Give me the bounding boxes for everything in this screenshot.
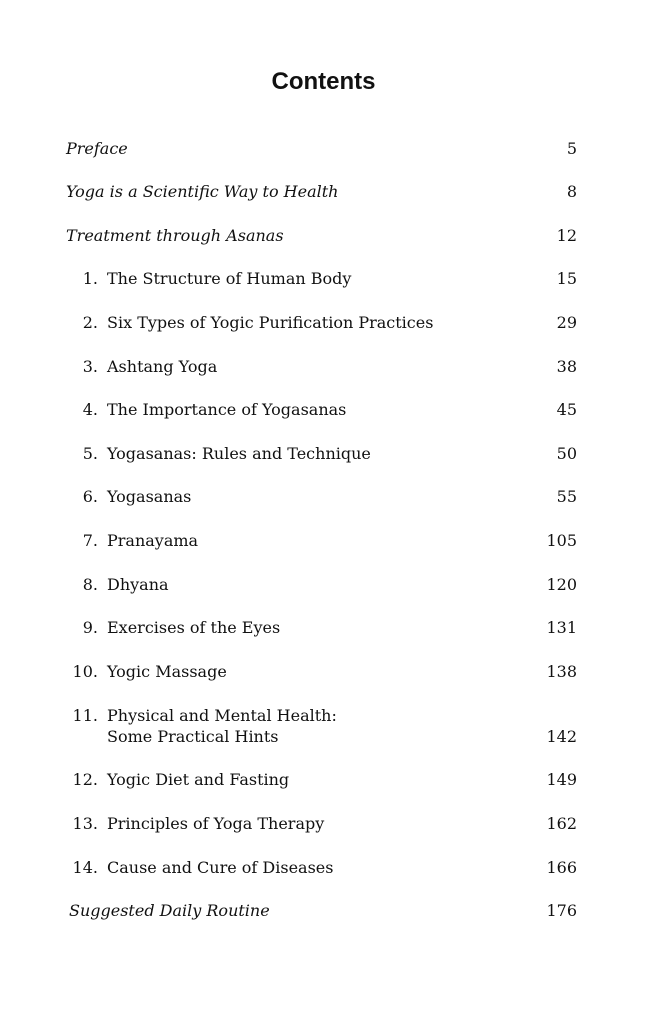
- toc-entry: [66, 477, 577, 521]
- page-number: 15: [556, 269, 577, 289]
- page-number: 176: [546, 901, 577, 921]
- page-number: 149: [546, 770, 577, 790]
- page-number: 162: [546, 813, 577, 833]
- entry-title: Yogic Diet and Fasting: [107, 770, 290, 790]
- entry-title: Suggested Daily Routine: [69, 901, 270, 921]
- toc-entry: [66, 259, 577, 303]
- chapter-number: 2.: [82, 312, 98, 332]
- entry-title: The Structure of Human Body: [107, 269, 352, 289]
- chapter-number: 6.: [82, 487, 98, 507]
- page-number: 55: [556, 487, 577, 507]
- toc-entry: [66, 390, 577, 434]
- toc-entry: [66, 760, 577, 804]
- entry-title: Yogasanas: [107, 487, 192, 507]
- page-number: 131: [546, 618, 577, 638]
- chapter-number: 12.: [72, 770, 98, 790]
- entry-title: Exercises of the Eyes: [107, 618, 281, 638]
- page-number: 138: [546, 661, 577, 681]
- toc-entry: [66, 695, 577, 760]
- page-number: 142: [546, 726, 577, 746]
- chapter-number: 3.: [82, 356, 98, 376]
- page-number: 50: [556, 443, 577, 463]
- entry-title: Yogasanas: Rules and Technique: [107, 443, 371, 463]
- toc-entry: [66, 651, 577, 695]
- toc-entry: [66, 803, 577, 847]
- page-number: 105: [546, 530, 577, 550]
- page-title: Contents: [271, 68, 376, 95]
- toc-entry: [66, 128, 577, 172]
- page-number: 5: [566, 138, 577, 158]
- toc-entry: [66, 564, 577, 608]
- chapter-number: 14.: [72, 857, 98, 877]
- toc-entry: [66, 302, 577, 346]
- chapter-number: 13.: [72, 813, 98, 833]
- entry-title: Principles of Yoga Therapy: [107, 813, 325, 833]
- entry-title: The Importance of Yogasanas: [107, 400, 347, 420]
- entry-title: Yogic Massage: [107, 661, 227, 681]
- chapter-number: 1.: [82, 269, 98, 289]
- entry-title: Dhyana: [107, 574, 169, 594]
- chapter-number: 11.: [72, 705, 98, 725]
- chapter-number: 7.: [82, 530, 98, 550]
- page-number: 166: [546, 857, 577, 877]
- toc-entry: [66, 215, 577, 259]
- chapter-number: 8.: [82, 574, 98, 594]
- page-number: 120: [546, 574, 577, 594]
- entry-title: Physical and Mental Health: Some Practical Hints: [107, 705, 337, 746]
- page-number: 38: [556, 356, 577, 376]
- page-number: 8: [566, 182, 577, 202]
- entry-title: Treatment through Asanas: [66, 225, 284, 245]
- entry-title: Preface: [66, 138, 128, 158]
- page-number: 29: [556, 312, 577, 332]
- chapter-number: 9.: [82, 618, 98, 638]
- toc-entry: [66, 172, 577, 216]
- entry-title: Pranayama: [107, 530, 199, 550]
- toc-entry: [66, 608, 577, 652]
- page-number: 12: [556, 225, 577, 245]
- toc-entry: [66, 847, 577, 891]
- entry-title: Six Types of Yogic Purification Practices: [107, 312, 434, 332]
- toc-entry: [66, 891, 577, 935]
- chapter-number: 5.: [82, 443, 98, 463]
- entry-title: Yoga is a Scientific Way to Health: [66, 182, 339, 202]
- entry-title: Ashtang Yoga: [107, 356, 218, 376]
- toc-entry: [66, 346, 577, 390]
- page-number: 45: [556, 400, 577, 420]
- table-of-contents: [66, 128, 577, 934]
- entry-title: Cause and Cure of Diseases: [107, 857, 334, 877]
- toc-entry: [66, 433, 577, 477]
- chapter-number: 4.: [82, 400, 98, 420]
- chapter-number: 10.: [72, 661, 98, 681]
- toc-entry: [66, 520, 577, 564]
